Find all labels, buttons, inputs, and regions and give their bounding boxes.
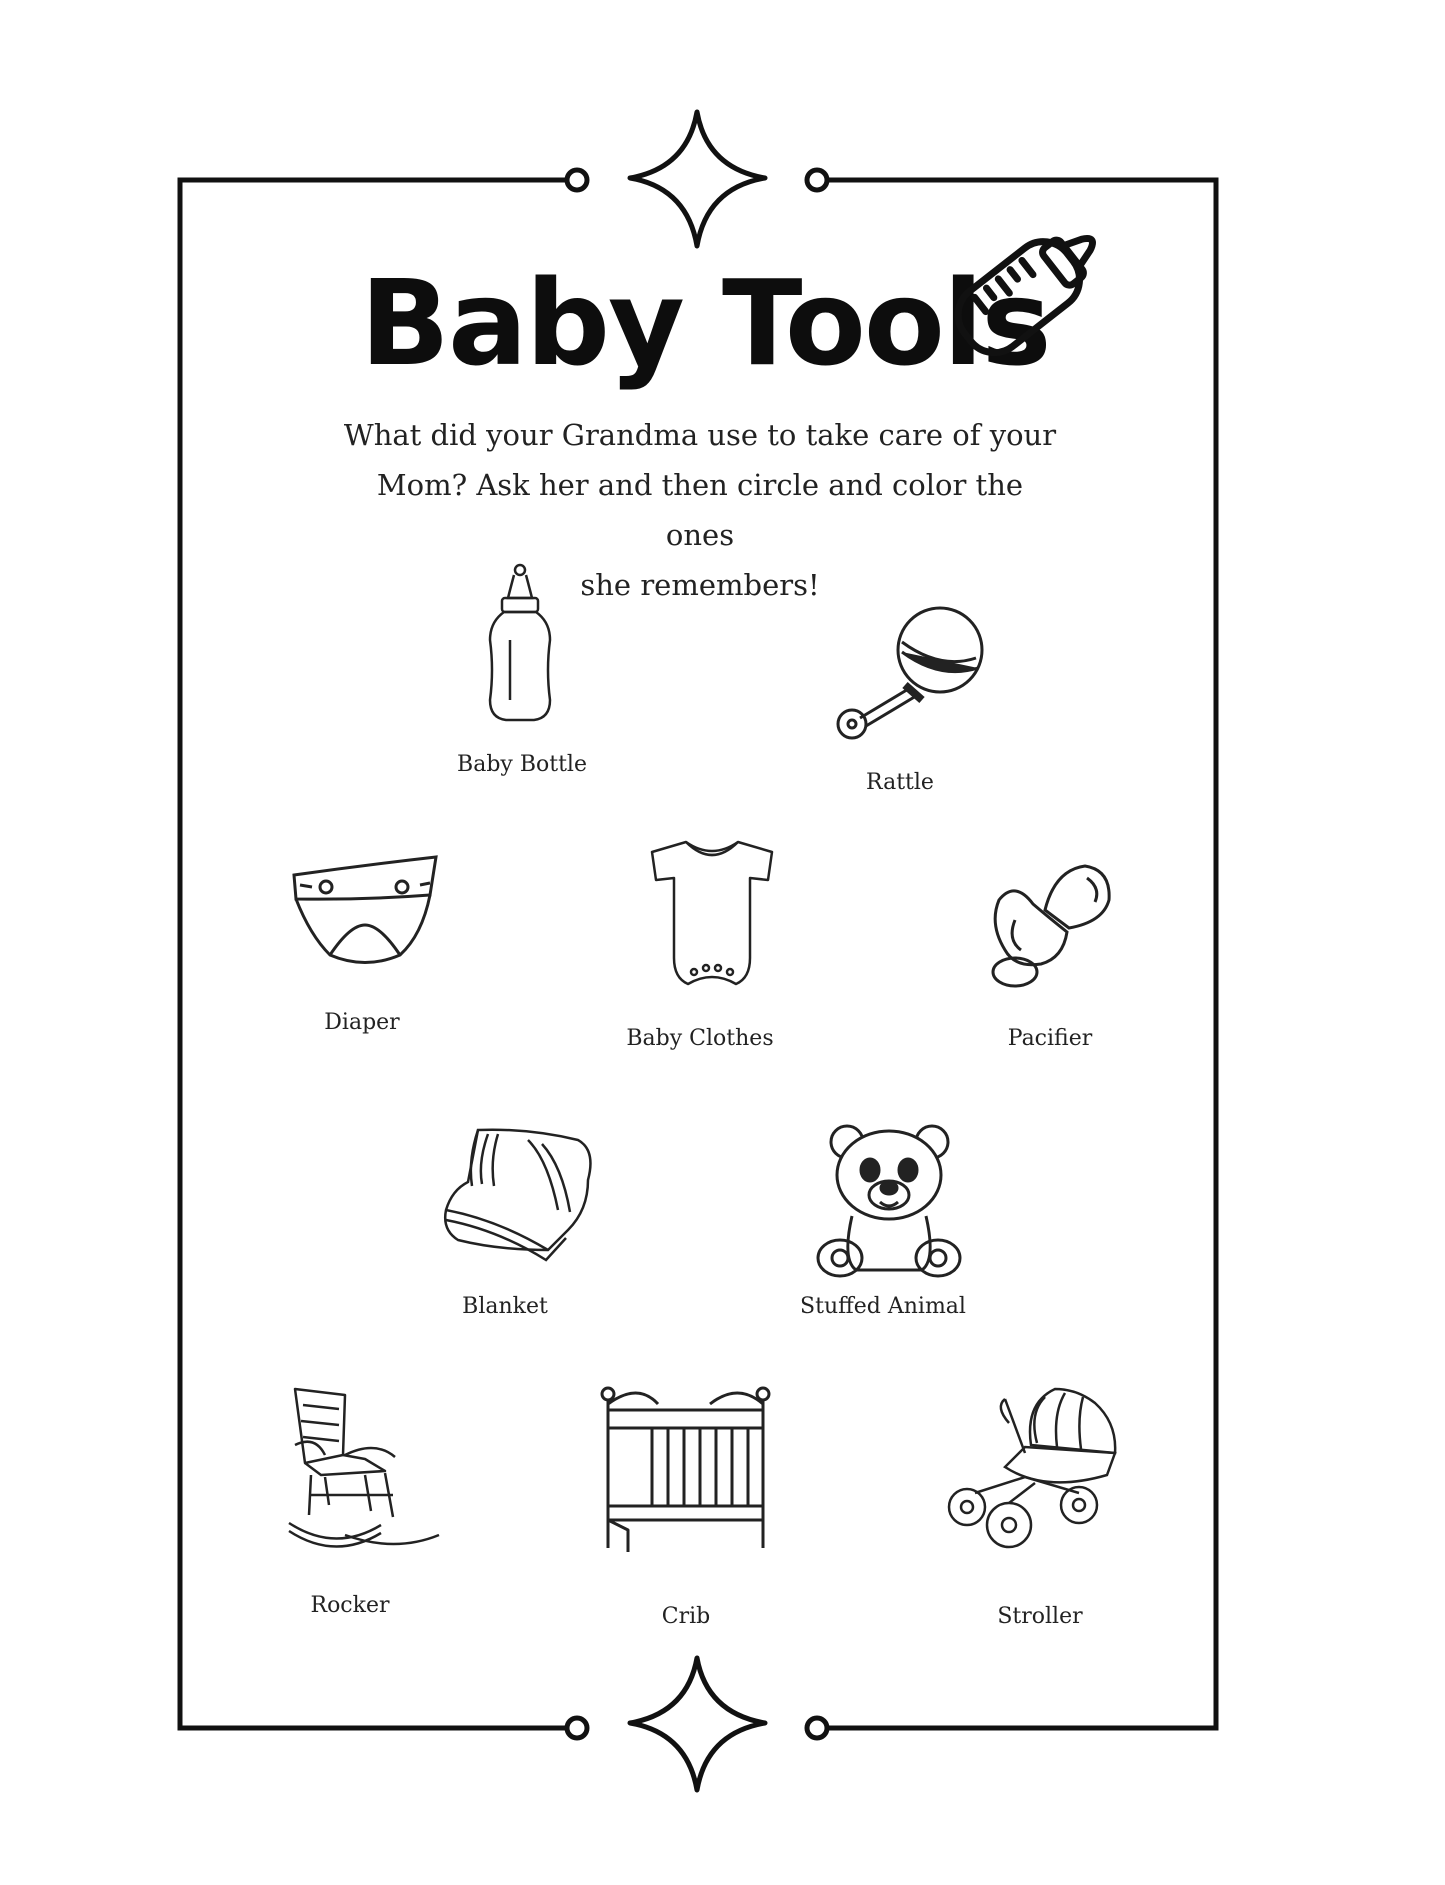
item-label: Baby Bottle — [457, 752, 587, 777]
star-bottom-icon — [630, 1658, 765, 1790]
item-label: Baby Clothes — [626, 1026, 774, 1051]
item-label: Stuffed Animal — [800, 1294, 966, 1319]
rocking-chair-icon — [285, 1385, 445, 1560]
item-label: Diaper — [324, 1010, 400, 1035]
baby-bottle-icon — [480, 560, 560, 730]
baby-bottle-title-icon — [920, 210, 1130, 400]
crib-icon — [598, 1380, 778, 1555]
rattle-icon — [830, 600, 990, 740]
star-top-icon — [630, 112, 765, 246]
stroller-icon — [945, 1383, 1120, 1553]
pacifier-icon — [985, 860, 1115, 990]
instructions-line-3: she remembers! — [580, 568, 820, 602]
item-label: Blanket — [462, 1294, 548, 1319]
instructions-line-1: What did your Grandma use to take care of your — [343, 418, 1057, 452]
item-label: Pacifier — [1007, 1026, 1093, 1051]
teddy-bear-icon — [812, 1120, 967, 1280]
item-label: Rocker — [310, 1593, 390, 1618]
item-label: Crib — [661, 1604, 711, 1629]
item-label: Rattle — [866, 770, 934, 795]
page-title: Baby Tools — [360, 254, 1050, 392]
item-label: Stroller — [997, 1604, 1083, 1629]
onesie-icon — [650, 838, 774, 988]
instructions-text — [340, 410, 1060, 610]
instructions-line-2: Mom? Ask her and then circle and color the ones — [376, 468, 1024, 552]
diaper-icon — [290, 855, 440, 975]
blanket-icon — [438, 1120, 598, 1270]
